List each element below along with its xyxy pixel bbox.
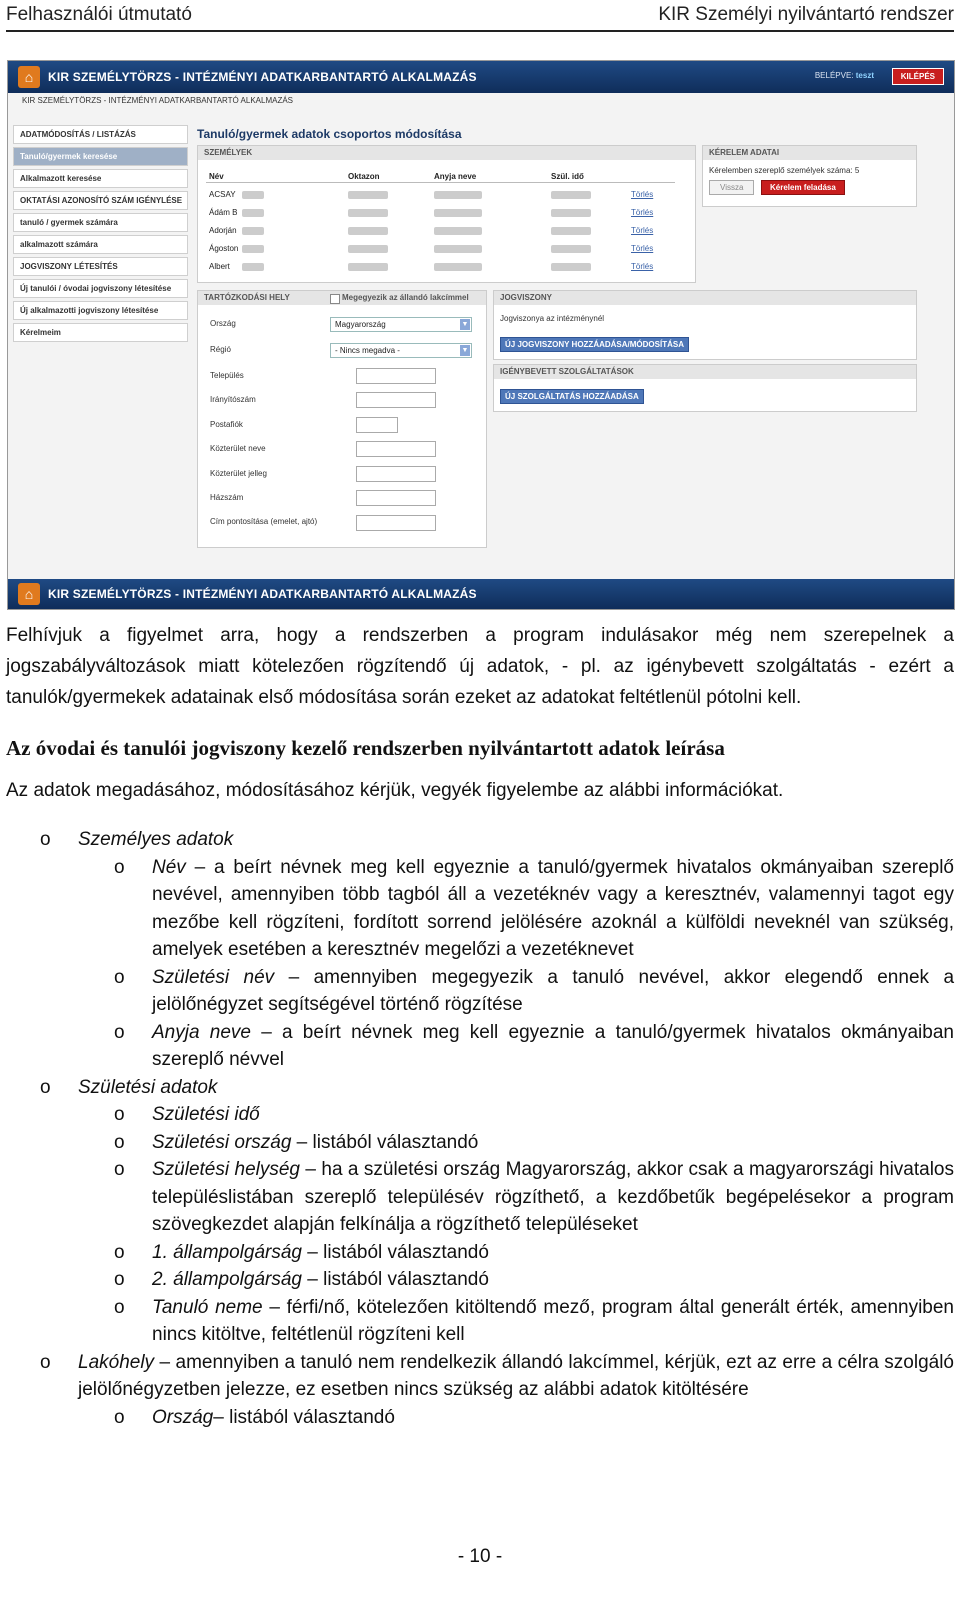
- header-left: Felhasználói útmutató: [6, 4, 192, 25]
- menu-item[interactable]: Tanuló/gyermek keresése: [13, 147, 188, 166]
- page-header: [6, 0, 954, 32]
- item-text: – a beírt névnek meg kell egyeznie a tanuló/gyermek hivatalos okmányaiban szereplő nevével, amennyiben több tagból áll a vezetéknév vagy a keresztnév, valamennyi tagot egy mezőbe kell rögzíteni, fordított sorrend jelölésére azoknál a külföldi neveknél van szükség, amelyek esetében a keresztnév megelőzi a vezetéknevet: [152, 856, 954, 960]
- panel-title: Tanuló/gyermek adatok csoportos módosítása: [197, 127, 462, 141]
- delete-link[interactable]: Törlés: [631, 244, 654, 253]
- person-name: Ádám B: [209, 208, 238, 217]
- item-title: Születési ország: [152, 1131, 292, 1153]
- col-oktazon: Oktazon: [348, 172, 380, 181]
- item-text: – a beírt névnek meg kell egyeznie a tanuló/gyermek hivatalos okmányaiban szereplő névvel: [152, 1021, 954, 1070]
- person-name: Albert: [209, 262, 230, 271]
- item-title: Név: [152, 856, 186, 878]
- bullet: o: [40, 829, 51, 850]
- list-item: [6, 1239, 954, 1267]
- item-title: Ország: [152, 1406, 214, 1428]
- item-text: – férfi/nő, kötelezően kitöltendő mező, program által generált érték, amennyiben nincs kitöltve, feltétlenül rögzíteni kell: [152, 1296, 954, 1345]
- app-screenshot: [7, 60, 955, 610]
- list-item: [6, 1156, 954, 1239]
- list-item: [6, 1266, 954, 1294]
- list-item: [6, 854, 954, 964]
- field-label: Irányítószám: [210, 395, 256, 404]
- list-item: [6, 964, 954, 1019]
- intro-paragraph: Az adatok megadásához, módosításához kérjük, vegyék figyelembe az alábbi információkat.: [6, 780, 784, 801]
- list-item: [6, 826, 954, 854]
- item-text: – ha a születési ország Magyarország, akkor csak a magyarországi hivatalos településlistában szereplő településév rögzíthető, a kezdőbetűk begépelésekor a program szövegkezdet alapján felkínálja a rögzíthető településeket: [152, 1159, 954, 1235]
- item-title: 2. állampolgárság: [152, 1269, 302, 1290]
- item-text: – listából választandó: [301, 1269, 489, 1290]
- services-header: IGÉNYBEVETT SZOLGÁLTATÁSOK: [494, 365, 916, 379]
- delete-link[interactable]: Törlés: [631, 262, 654, 271]
- bullet: o: [114, 1241, 125, 1263]
- field-label: Régió: [210, 345, 231, 354]
- relationship-text: Jogviszonya az intézménynél: [500, 314, 605, 323]
- delete-link[interactable]: Törlés: [631, 208, 654, 217]
- menu-item[interactable]: Kérelmeim: [13, 323, 188, 342]
- menu-item[interactable]: alkalmazott számára: [13, 235, 188, 254]
- bullet: o: [114, 856, 125, 878]
- person-name: ACSAY: [209, 190, 236, 199]
- list-item: [6, 1101, 954, 1129]
- field-label: Közterület neve: [210, 444, 266, 453]
- street-name-input[interactable]: [356, 441, 436, 457]
- persons-header: SZEMÉLYEK: [198, 146, 695, 160]
- country-value: Magyarország: [335, 320, 386, 329]
- field-label: Ország: [210, 319, 236, 328]
- home-icon[interactable]: ⌂: [18, 66, 40, 88]
- data-description-list: [6, 826, 954, 1431]
- add-relationship-button[interactable]: ÚJ JOGVISZONY HOZZÁADÁSA/MÓDOSÍTÁSA: [500, 337, 689, 352]
- list-item: [6, 1019, 954, 1074]
- chevron-down-icon: ▼: [461, 347, 469, 354]
- residence-box: [197, 290, 487, 548]
- bullet: o: [114, 966, 125, 988]
- services-box: [493, 364, 917, 412]
- delete-link[interactable]: Törlés: [631, 190, 654, 199]
- relationship-box: [493, 290, 917, 360]
- residence-header: [198, 291, 486, 305]
- request-header: KÉRELEM ADATAI: [703, 146, 916, 160]
- app-top-bar: [8, 61, 954, 93]
- header-right: KIR Személyi nyilvántartó rendszer: [658, 4, 954, 25]
- same-address-checkbox[interactable]: [330, 294, 340, 304]
- item-text: – amennyiben megegyezik a tanuló nevével, akkor elegendő ennek a jelölőnégyzet segítségével történő rögzítése: [152, 966, 955, 1015]
- app-footer-title: KIR SZEMÉLYTÖRZS - INTÉZMÉNYI ADATKARBANTARTÓ ALKALMAZÁS: [48, 587, 477, 601]
- page-number: - 10 -: [457, 1546, 503, 1567]
- item-title: Személyes adatok: [78, 829, 234, 850]
- app-bottom-bar: [8, 579, 954, 609]
- country-select[interactable]: [330, 317, 472, 332]
- col-mother: Anyja neve: [434, 172, 477, 181]
- col-name: Név: [209, 172, 224, 181]
- col-birth: Szül. idő: [551, 172, 584, 181]
- breadcrumb: KIR SZEMÉLYTÖRZS - INTÉZMÉNYI ADATKARBANTARTÓ ALKALMAZÁS: [22, 96, 294, 105]
- field-label: Közterület jelleg: [210, 469, 267, 478]
- app-title: KIR SZEMÉLYTÖRZS - INTÉZMÉNYI ADATKARBANTARTÓ ALKALMAZÁS: [48, 70, 477, 84]
- bullet: o: [114, 1104, 125, 1125]
- item-title: Lakóhely: [78, 1351, 155, 1373]
- request-box: [702, 145, 917, 207]
- region-value: - Nincs megadva -: [335, 346, 400, 355]
- item-title: Születési idő: [152, 1104, 260, 1125]
- item-text: – listából választandó: [301, 1241, 489, 1263]
- request-count: Kérelemben szereplő személyek száma: 5: [709, 166, 860, 175]
- menu-item[interactable]: ADATMÓDOSÍTÁS / LISTÁZÁS: [13, 125, 188, 144]
- relationship-header: JOGVISZONY: [494, 291, 916, 305]
- address-detail-input[interactable]: [356, 515, 436, 531]
- chevron-down-icon: ▼: [461, 321, 469, 328]
- item-title: Tanuló neme: [152, 1296, 263, 1318]
- item-title: Születési név: [152, 966, 275, 988]
- login-info: [815, 71, 874, 80]
- list-item: [6, 1129, 954, 1157]
- bullet: o: [114, 1131, 125, 1153]
- item-title: Anyja neve: [152, 1021, 251, 1043]
- list-item: [6, 1294, 954, 1349]
- street-type-input[interactable]: [356, 466, 436, 482]
- persons-box: [197, 145, 696, 283]
- list-item: [6, 1074, 954, 1102]
- field-label: Település: [210, 371, 244, 380]
- item-text: – listából választandó: [291, 1131, 479, 1153]
- bullet: o: [114, 1021, 125, 1043]
- list-item: [6, 1349, 954, 1404]
- field-label: Postafiók: [210, 420, 243, 429]
- menu-item[interactable]: Új alkalmazotti jogviszony létesítése: [13, 301, 188, 320]
- bullet: o: [114, 1159, 125, 1180]
- back-button[interactable]: Vissza: [709, 180, 754, 195]
- house-number-input[interactable]: [356, 490, 436, 506]
- item-title: Születési helység: [152, 1159, 300, 1180]
- item-text: – listából választandó: [213, 1406, 395, 1428]
- field-label: Házszám: [210, 493, 244, 502]
- item-text: – amennyiben a tanuló nem rendelkezik állandó lakcímmel, kérjük, ezt az erre a célra szolgáló jelölőnégyzetben jelezze, ez esetben nincs szükség az alábbi adatok kitöltésére: [78, 1351, 954, 1400]
- person-name: Adorján: [209, 226, 237, 235]
- item-title: Születési adatok: [78, 1076, 218, 1098]
- bullet: o: [114, 1296, 125, 1318]
- login-label: BELÉPVE:: [814, 71, 854, 80]
- zip-input[interactable]: [356, 392, 436, 408]
- login-user: teszt: [855, 71, 874, 80]
- exit-button[interactable]: KILÉPÉS: [892, 68, 944, 85]
- bullet: o: [40, 1076, 51, 1098]
- list-item: [6, 1404, 954, 1432]
- pobox-input[interactable]: [356, 417, 398, 433]
- submit-request-button[interactable]: Kérelem feladása: [761, 180, 845, 195]
- person-name: Ágoston: [209, 244, 239, 253]
- bullet: o: [40, 1351, 51, 1373]
- delete-link[interactable]: Törlés: [631, 226, 654, 235]
- home-icon[interactable]: ⌂: [18, 583, 40, 605]
- section-heading: Az óvodai és tanulói jogviszony kezelő rendszerben nyilvántartott adatok leírása: [6, 736, 725, 760]
- add-service-button[interactable]: ÚJ SZOLGÁLTATÁS HOZZÁADÁSA: [500, 389, 644, 404]
- settlement-input[interactable]: [356, 368, 436, 384]
- menu-item[interactable]: OKTATÁSI AZONOSÍTÓ SZÁM IGÉNYLÉSE: [13, 191, 188, 210]
- menu-item[interactable]: Alkalmazott keresése: [13, 169, 188, 188]
- bullet: o: [114, 1406, 125, 1428]
- bullet: o: [114, 1269, 125, 1290]
- menu-item[interactable]: JOGVISZONY LÉTESÍTÉS: [13, 257, 188, 276]
- residence-header-label: TARTÓZKODÁSI HELY: [204, 293, 290, 302]
- region-select[interactable]: [330, 343, 472, 358]
- field-label: Cím pontosítása (emelet, ajtó): [210, 517, 318, 526]
- item-title: 1. állampolgárság: [152, 1241, 302, 1263]
- menu-item[interactable]: tanuló / gyermek számára: [13, 213, 188, 232]
- side-menu: [13, 125, 188, 345]
- menu-item[interactable]: Új tanulói / óvodai jogviszony létesítése: [13, 279, 188, 298]
- notice-paragraph: Felhívjuk a figyelmet arra, hogy a rendszerben a program indulásakor még nem szerepelnek a jogszabályváltozások miatt kötelezően rögzítendő új adatok, - pl. az igénybevett szolgáltatás - ezért a tanulók/gyermekek adatainak első módosítása során ezeket az adatokat feltétlenül pótolni kell.: [6, 625, 954, 708]
- same-address-label: Megegyezik az állandó lakcímmel: [342, 293, 469, 302]
